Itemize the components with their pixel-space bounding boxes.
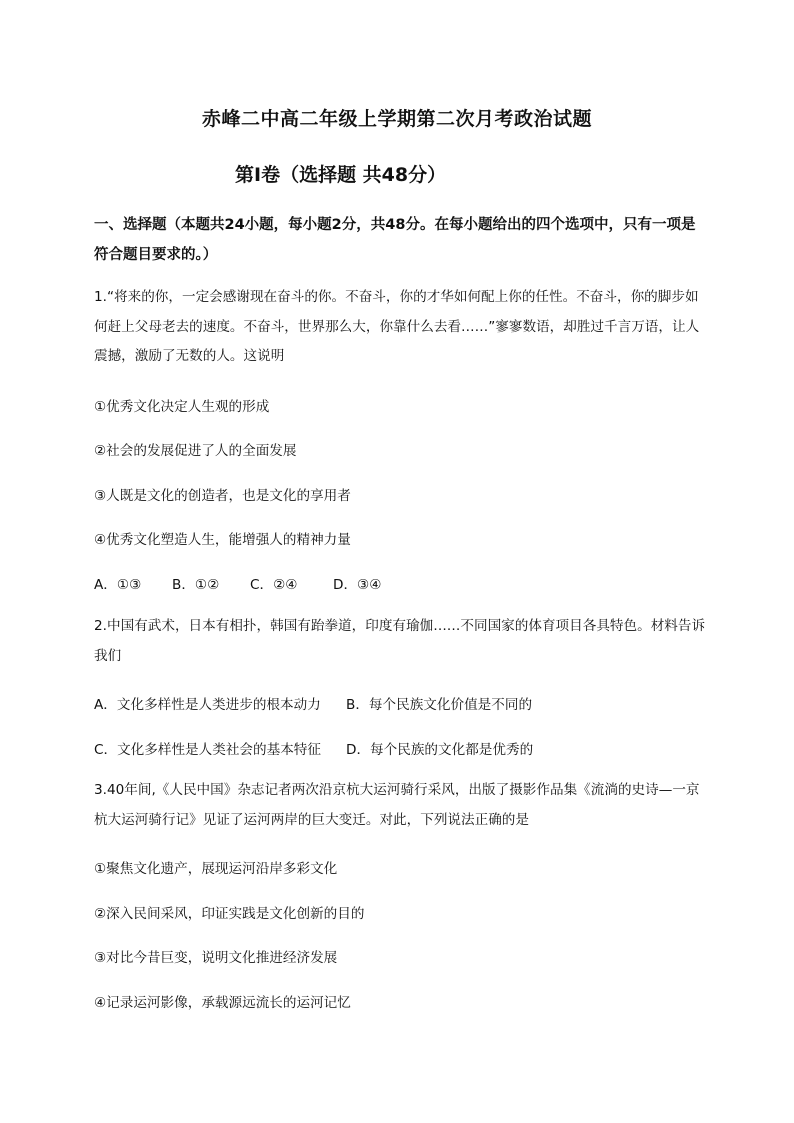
question-2-stem: 2.中国有武术，日本有相扑，韩国有跆拳道，印度有瑜伽……不同国家的体育项目各具特色。材料告诉我们 xyxy=(94,618,706,664)
question-2-options-row-1 xyxy=(94,693,532,713)
question-1-item-2: ②社会的发展促进了人的全面发展 xyxy=(94,443,297,459)
question-1-item-4: ④优秀文化塑造人生，能增强人的精神力量 xyxy=(94,532,351,548)
question-3-item-4: ④记录运河影像，承载源远流长的运河记忆 xyxy=(94,995,351,1011)
option-c: C．②④ xyxy=(250,577,298,593)
question-3-item-3: ③对比今昔巨变，说明文化推进经济发展 xyxy=(94,950,338,966)
question-1-options xyxy=(94,573,381,593)
question-3-item-2: ②深入民间采风，印证实践是文化创新的目的 xyxy=(94,906,365,922)
question-1-item-1: ①优秀文化决定人生观的形成 xyxy=(94,399,270,415)
option-d: D．③④ xyxy=(333,577,382,593)
question-3-stem: 3.40年间,《人民中国》杂志记者两次沿京杭大运河骑行采风，出版了摄影作品集《流淌的史诗—一京杭大运河骑行记》见证了运河两岸的巨大变迁。对此，下列说法正确的是 xyxy=(94,782,700,828)
part-heading: 第Ⅰ卷（选择题 共48分） xyxy=(235,164,447,186)
question-1-stem: 1.“将来的你，一定会感谢现在奋斗的你。不奋斗，你的才华如何配上你的任性。不奋斗，你的脚步如何赶上父母老去的速度。不奋斗，世界那么大，你靠什么去看……”寥寥数语，却胜过千言万语，让人震撼，激励了无数的人。这说明 xyxy=(94,289,700,364)
option-a: A．文化多样性是人类进步的根本动力 xyxy=(94,697,321,713)
option-b: B．①② xyxy=(172,577,220,593)
option-b: B．每个民族文化价值是不同的 xyxy=(346,697,533,713)
option-c: C．文化多样性是人类社会的基本特征 xyxy=(94,742,321,758)
question-3-item-1: ①聚焦文化遗产，展现运河沿岸多彩文化 xyxy=(94,861,338,877)
section-header: 一、选择题（本题共24小题，每小题2分，共48分。在每小题给出的四个选项中，只有一项是符合题目要求的。） xyxy=(94,217,696,263)
option-d: D．每个民族的文化都是优秀的 xyxy=(346,742,534,758)
question-1-item-3: ③人既是文化的创造者，也是文化的享用者 xyxy=(94,488,351,504)
question-2-options-row-2 xyxy=(94,738,533,758)
exam-title: 赤峰二中高二年级上学期第二次月考政治试题 xyxy=(201,108,592,130)
option-a: A．①③ xyxy=(94,577,142,593)
